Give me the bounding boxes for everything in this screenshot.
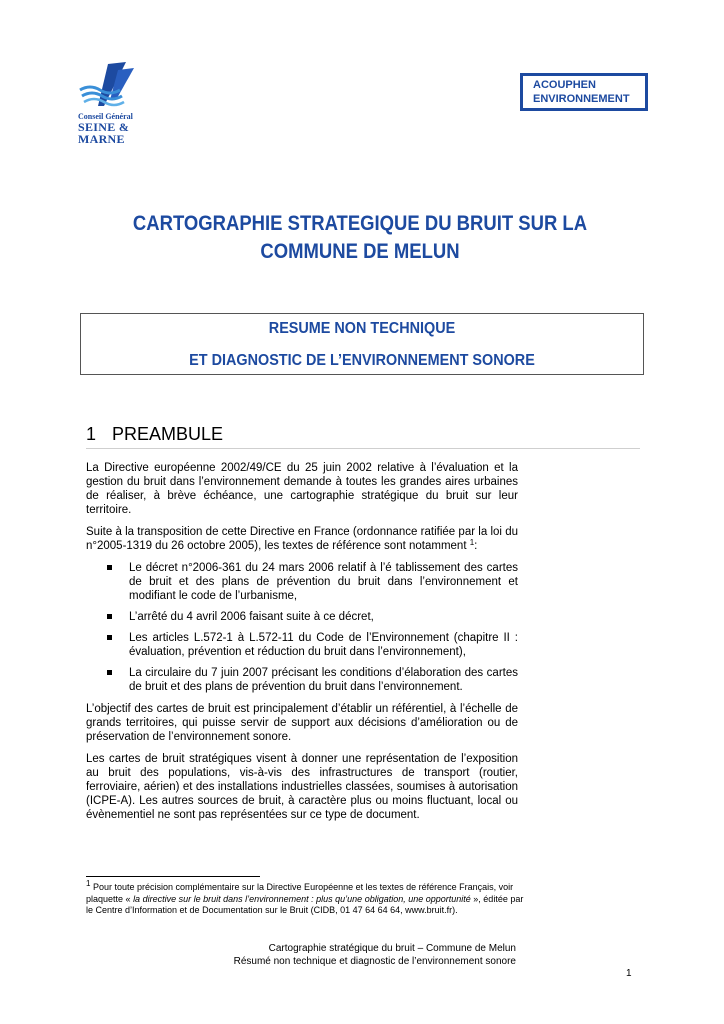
bullet-icon — [107, 635, 112, 640]
footnote-mark: 1 — [86, 879, 91, 888]
footnote — [86, 879, 526, 917]
badge-line-1: ACOUPHEN — [533, 79, 596, 91]
footer-line-1: Cartographie stratégique du bruit – Commune de Melun — [268, 943, 516, 954]
reference-list — [86, 561, 518, 694]
page-number: 1 — [626, 968, 632, 979]
acouphen-badge — [520, 73, 648, 111]
paragraph-1: La Directive européenne 2002/49/CE du 25 juin 2002 relative à l’évaluation et la gestion du bruit dans l’environnement demande à toutes les grandes aires urbaines de réaliser, à brève échéance, une cartographie stratégique du bruit sur leur territoire. — [86, 462, 518, 516]
footer-line-2: Résumé non technique et diagnostic de l’environnement sonore — [233, 956, 516, 967]
council-logo — [70, 60, 150, 150]
footnote-text-1: Pour toute précision complémentaire sur la Directive Européenne et les textes de référence Français, voir plaquette « — [86, 882, 514, 904]
paragraph-3: L’objectif des cartes de bruit est principalement d’établir un référentiel, à l’échelle de grands territoires, qui puisse servir de support aux décisions d’amélioration ou de préservation de l’environnement sonore. — [86, 703, 518, 743]
title-line-2: COMMUNE DE MELUN — [260, 240, 460, 263]
logo-line-3: MARNE — [78, 132, 125, 146]
section-heading — [86, 424, 640, 449]
list-item-text: Les articles L.572-1 à L.572-11 du Code de l’Environnement (chapitre II : évaluation, prévention et réduction du bruit dans l’environnement), — [129, 632, 518, 658]
bullet-icon — [107, 670, 112, 675]
footnote-text-2: », éditée par le Centre d’Information et de Documentation sur le Bruit (CIDB, 01 47 64 64 64, www.bruit.fr). — [86, 893, 524, 915]
body-text — [86, 461, 518, 830]
list-item — [86, 561, 518, 603]
badge-line-2: ENVIRONNEMENT — [533, 93, 630, 105]
paragraph-2-colon: : — [474, 540, 478, 552]
section-title: PREAMBULE — [112, 424, 224, 444]
paragraph-4: Les cartes de bruit stratégiques visent à donner une représentation de l’exposition au bruit des populations, vis-à-vis des infrastructures de transport (routier, ferroviaire, aérien) et des installations industrielles classées, soumises à autorisation (ICPE-A). Les autres sources de bruit, à caractère plus ou moins fluctuant, local ou évènementiel ne sont pas représentées sur ce type de document. — [86, 753, 518, 821]
footnote-ref: 1 — [469, 538, 475, 547]
bullet-icon — [107, 565, 112, 570]
list-item-text: La circulaire du 7 juin 2007 précisant les conditions d’élaboration des cartes de bruit et des plans de prévention du bruit dans l’environnement. — [129, 667, 518, 693]
paragraph-2-text: Suite à la transposition de cette Directive en France (ordonnance ratifiée par la loi du n°2005-1319 du 26 octobre 2005), les textes de référence sont notamment — [86, 526, 518, 552]
list-item — [86, 631, 518, 659]
bullet-icon — [107, 614, 112, 619]
page-title — [122, 210, 597, 266]
list-item — [86, 666, 518, 694]
footnote-italic: la directive sur le bruit dans l’environnement : plus qu’une obligation, une opportunité — [133, 893, 471, 904]
section-number: 1 — [86, 424, 97, 444]
subtitle-box — [80, 313, 644, 375]
paragraph-2 — [86, 525, 518, 553]
list-item — [86, 610, 518, 624]
list-item-text: L’arrêté du 4 avril 2006 faisant suite à ce décret, — [129, 611, 374, 623]
title-line-1: CARTOGRAPHIE STRATEGIQUE DU BRUIT SUR LA — [132, 212, 588, 235]
council-logo-icon — [78, 60, 138, 110]
page-footer — [186, 942, 516, 968]
logo-line-1: Conseil Général — [78, 112, 133, 121]
subtitle-line-1: RESUME NON TECHNIQUE — [268, 320, 456, 337]
subtitle-line-2: ET DIAGNOSTIC DE L’ENVIRONNEMENT SONORE — [189, 352, 535, 369]
logo-line-2: SEINE & — [78, 120, 130, 134]
footnote-separator — [86, 876, 260, 877]
list-item-text: Le décret n°2006-361 du 24 mars 2006 relatif à l’é tablissement des cartes de bruit et des plans de prévention du bruit dans l’environnement et modifiant le code de l’urbanisme, — [129, 562, 518, 602]
